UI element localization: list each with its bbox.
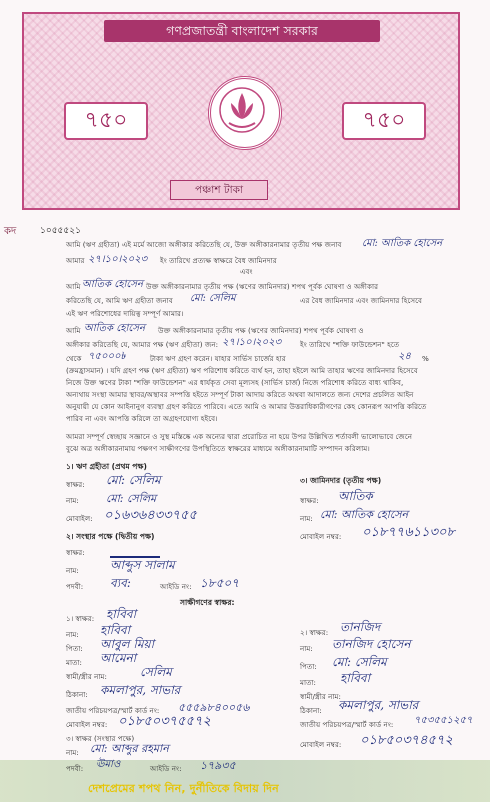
p2-line2: করিতেছি যে, আমি ঋণ গ্রহীতা জনাব — [66, 296, 173, 305]
stamp-value-left: ৭৫০ — [64, 102, 148, 140]
p2-name2: মো: সেলিম — [190, 293, 236, 304]
party2-post: ব্যব: — [110, 576, 131, 590]
w2-name: তানজিদ হোসেন — [332, 637, 411, 651]
w1-sign-label: ১। স্বাক্ষর: — [66, 614, 95, 623]
w2-nid-label: জাতীয় পরিচয়পত্র/স্মার্ট কার্ড নং: — [300, 720, 394, 729]
w2-signature: তানজিদ — [340, 620, 381, 634]
party3-sign-label: স্বাক্ষর: — [300, 496, 319, 505]
w1-mobile-label: মোবাইল নম্বর: — [66, 720, 108, 729]
w2-address-label: ঠিকানা: — [300, 706, 322, 715]
w3-id: ১৭৯৩৫ — [200, 759, 236, 772]
party1-signature: মো: সেলিম — [106, 473, 161, 487]
party2-id-label: আইডি নং: — [160, 582, 192, 591]
party2-post-label: পদবী: — [66, 582, 84, 591]
p3-a: আমি — [66, 326, 81, 335]
p2-line2b: এর বৈধ জামিনদার এবং জামিনদার হিসেবে — [300, 296, 423, 305]
w2-mother-label: মাতা: — [300, 678, 316, 687]
party1-heading: ১। ঋণ গ্রহীতা (প্রথম পক্ষ) — [66, 462, 147, 471]
p3-line2b: ইং তারিখে "শক্তি ফাউন্ডেশন" হতে — [300, 340, 400, 349]
p3-line3c: % — [422, 354, 429, 363]
w3-name: মো: আব্দুর রহমান — [90, 742, 169, 755]
emblem-icon — [208, 76, 282, 150]
w1-husband: সেলিম — [140, 665, 172, 679]
party2-id: ১৮৫০৭ — [200, 576, 239, 590]
w3-sign-label: ৩। স্বাক্ষর (সংস্থার পক্ষে) — [66, 734, 135, 743]
w2-mobile-label: মোবাইল নম্বর: — [300, 740, 342, 749]
w1-signature: হাবিবা — [106, 607, 137, 621]
w3-post: ঊমাও — [96, 759, 121, 770]
p3-rest-2: অন্যথায় সংস্থা আমার স্থাবর/অস্থাবর সম্পত্তি হইতে সম্পূর্ণ টাকা আদায় করিতে অথবা আদালতে জন্য দেশের প্রচলিত আইন — [66, 390, 414, 399]
p4-1: বুঝে অত্র অঙ্গীকারনামায় পক্ষগণ সাক্ষীগণের উপস্থিতিতে স্বাক্ষরের মাধ্যমে অঙ্গীকারনামাটি সম্পাদন করিলাম। — [66, 444, 370, 453]
w2-mother: হাবিবা — [340, 671, 371, 685]
w2-husband-label: স্বামী/স্ত্রীর নাম: — [300, 692, 341, 701]
w1-name: হাবিবা — [100, 623, 131, 637]
w1-nid: ৫৫৫৯৮৪০০৫৬ — [178, 701, 250, 714]
p3-amount: ৭৫০০০৳ — [88, 351, 126, 362]
party2-name: আব্দুস সালাম — [110, 558, 175, 572]
party2-sign-label: স্বাক্ষর: — [66, 548, 85, 557]
party2-heading: ২। সংস্থার পক্ষে (দ্বিতীয় পক্ষ) — [66, 532, 155, 541]
w2-mobile: ০১৮৫০৩৭৪৫৭২ — [360, 733, 453, 748]
party1-name: মো: সেলিম — [106, 492, 157, 505]
w3-name-label: নাম: — [66, 748, 79, 757]
p3-b: উক্ত অঙ্গীকারনামার তৃতীয় পক্ষ (ঋণের জামিনদার) শপথ পূর্বক ঘোষণা ও — [158, 326, 364, 335]
stamp-title: গণপ্রজাতন্ত্রী বাংলাদেশ সরকার — [104, 20, 380, 42]
w1-father: আবুল মিয়া — [100, 637, 155, 651]
serial-prefix: কদ — [4, 226, 17, 237]
party3-name-label: নাম: — [300, 514, 313, 523]
witness-heading: সাক্ষীগণের স্বাক্ষর: — [180, 598, 235, 607]
w1-mother: আমেনা — [100, 651, 137, 665]
p2-name: আতিক হোসেন — [82, 279, 144, 290]
w1-father-label: পিতা: — [66, 644, 83, 653]
w3-id-label: আইডি নং: — [150, 764, 182, 773]
p3-line3a: থেকে — [66, 354, 82, 363]
w1-name-label: নাম: — [66, 630, 79, 639]
party3-mobile: ০১৮৭৭৬১১৩০৮ — [362, 525, 455, 540]
w1-mother-label: মাতা: — [66, 658, 82, 667]
p3-rate: ২৪ — [398, 351, 411, 362]
w2-father: মো: সেলিম — [332, 655, 387, 669]
w2-name-label: নাম: — [300, 644, 313, 653]
p1-line1: আমি (ঋণ গ্রহীতা) এই মর্মে আজো অঙ্গীকার করিতেছি যে, উক্ত অঙ্গীকারনামার তৃতীয় পক্ষ জনাব — [66, 240, 342, 249]
stamp-value-right: ৭৫০ — [342, 102, 426, 140]
w1-address: কমলাপুর, সাভার — [100, 683, 181, 697]
serial-value: ১০৫৫৫২১ — [40, 226, 81, 236]
w1-mobile: ০১৮৫০৩৭৫৫৭২ — [118, 714, 211, 729]
party1-sign-label: স্বাক্ষর: — [66, 480, 85, 489]
w2-sign-label: ২। স্বাক্ষর: — [300, 628, 329, 637]
party1-name-label: নাম: — [66, 496, 79, 505]
party1-mobile-label: মোবাইল: — [66, 514, 93, 523]
p4-0: আমরা সম্পূর্ণ স্বেচ্ছায় সজ্ঞানে ও সুস্থ মস্তিষ্কে এক অন্যের দ্বারা প্ররোচিত না হয়ে উপর উল্লিখিত শর্তাবলী ভালোভাবে জেনে — [66, 432, 413, 441]
w1-husband-label: স্বামী/স্ত্রীর নাম: — [66, 672, 107, 681]
party3-name: মো: আতিক হোসেন — [320, 508, 409, 521]
p2-b: উক্ত অঙ্গীকারনামার তৃতীয় পক্ষ (ঋণের জামিনদার) শপথ পূর্বক ঘোষণা ও অঙ্গীকার — [146, 282, 379, 291]
p1-line2a: আমার — [66, 256, 85, 265]
w1-address-label: ঠিকানা: — [66, 690, 88, 699]
slogan: দেশপ্রেমের শপথ নিন, দুর্নীতিকে বিদায় দিন — [88, 782, 279, 795]
p3-rest-1: নিজে উক্ত ঋণের টাকা "শক্তি ফাউন্ডেশন" এর ধার্যকৃত সেবা মূল্যসহ (সার্ভিস চার্জ) নিজে পরিশোধ করিতে বাধ্য থাকিব, — [66, 378, 404, 387]
party3-mobile-label: মোবাইল নম্বর: — [300, 532, 342, 541]
p1-and: এবং — [240, 267, 253, 276]
p1-date: ২৭।১০।২০২৩ — [88, 254, 148, 265]
party3-signature: আতিক — [338, 489, 373, 503]
serial-number — [4, 224, 16, 241]
w3-post-label: পদবী: — [66, 764, 84, 773]
p1-name: মো: আতিক হোসেন — [362, 238, 443, 249]
w2-nid: ৭৫৩৫৫১২৫৭ — [414, 715, 473, 726]
party1-mobile: ০১৬৩৬৪৩৩৭৫৫ — [104, 508, 197, 523]
party3-heading: ৩। জামিনদার (তৃতীয় পক্ষ) — [300, 476, 382, 485]
p3-rest-4: পারিব না এবং আপত্তি করিলে তা অগ্রহণযোগ্য হইবে। — [66, 414, 218, 423]
p3-name: আতিক হোসেন — [84, 323, 146, 334]
p3-line3b: টাকা ঋণ গ্রহণ করেন। যাহার সার্ভিস চার্জের হার — [150, 354, 286, 363]
w2-father-label: পিতা: — [300, 662, 317, 671]
p3-rest-3: অনুযায়ী যে কোন আইনানুগ ব্যবস্থা গ্রহণ করিতে পারিবে। এতে আমি ও আমার উত্তরাধিকারীগণের কেহ কোনরূপ আপত্তি করিতে — [66, 402, 427, 411]
p2-line3: এই ঋণ পরিশোধের দায়িত্ব সম্পূর্ণ আমার। — [66, 309, 184, 318]
w2-address: কমলাপুর, সাভার — [338, 698, 419, 712]
p3-date: ২৭।১০।২০২৩ — [222, 337, 282, 348]
p3-rest-0: (ক্রমহ্রাসমান) । যদি গ্রহণ পক্ষ (ঋণ গ্রহীতা) ঋণ পরিশোধ করিতে ব্যর্থ হন, তাহা হইলে আমি তাহার ঋণের জামিনদার হিসেবে — [66, 366, 418, 375]
party2-name-label: নাম: — [66, 566, 79, 575]
stamp-value-words: পঞ্চাশ টাকা — [170, 180, 268, 200]
p3-line2a: অঙ্গীকার করিতেছি যে, আমার পক্ষ (ঋণ গ্রহীতা) জন: — [66, 340, 219, 349]
p1-line2b: ইং তারিখে প্রত্যক্ষ স্বাক্ষরে বৈধ জামিনদার — [160, 256, 277, 265]
w1-nid-label: জাতীয় পরিচয়পত্র/স্মার্ট কার্ড নং: — [66, 706, 160, 715]
p2-a: আমি — [66, 282, 81, 291]
